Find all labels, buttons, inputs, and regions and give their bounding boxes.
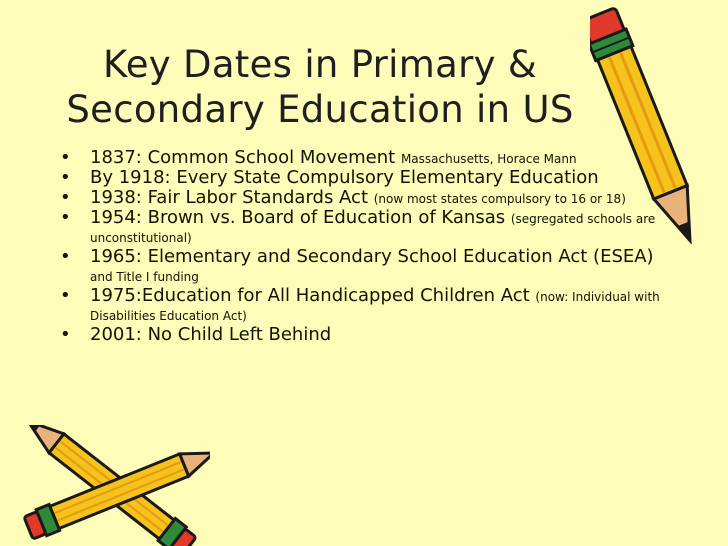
bullet-main: 1965: Elementary and Secondary School Education Act (ESEA) xyxy=(90,246,654,267)
bullet-main: 1837: Common School Movement xyxy=(90,147,401,168)
bullet-note: (segregated schools are unconstitutional) xyxy=(90,212,656,245)
bullet-item xyxy=(60,325,660,344)
bullet-main: 1954: Brown vs. Board of Education of Kansas xyxy=(90,207,511,228)
bullet-item xyxy=(60,188,660,207)
bullet-list xyxy=(60,148,660,345)
pencil-icon xyxy=(590,0,728,250)
bullet-item xyxy=(60,208,660,246)
bullet-note: and Title I funding xyxy=(90,270,199,284)
bullet-main: By 1918: Every State Compulsory Elementary Education xyxy=(90,167,599,188)
pencils-icon xyxy=(0,425,210,546)
bullet-item xyxy=(60,148,660,167)
bullet-item xyxy=(60,168,660,187)
bullet-item xyxy=(60,247,660,285)
bullet-note: (now: Individual with Disabilities Education Act) xyxy=(90,290,660,323)
bullet-note: Massachusetts, Horace Mann xyxy=(400,152,577,166)
bullet-main: 1975:Education for All Handicapped Children Act xyxy=(90,285,536,306)
slide-title: Key Dates in Primary & Secondary Education in US xyxy=(66,43,574,131)
bullet-main: 2001: No Child Left Behind xyxy=(90,324,332,345)
bullet-note: (now most states compulsory to 16 or 18) xyxy=(373,192,626,206)
bullet-main: 1938: Fair Labor Standards Act xyxy=(90,187,374,208)
bullet-item xyxy=(60,286,660,324)
